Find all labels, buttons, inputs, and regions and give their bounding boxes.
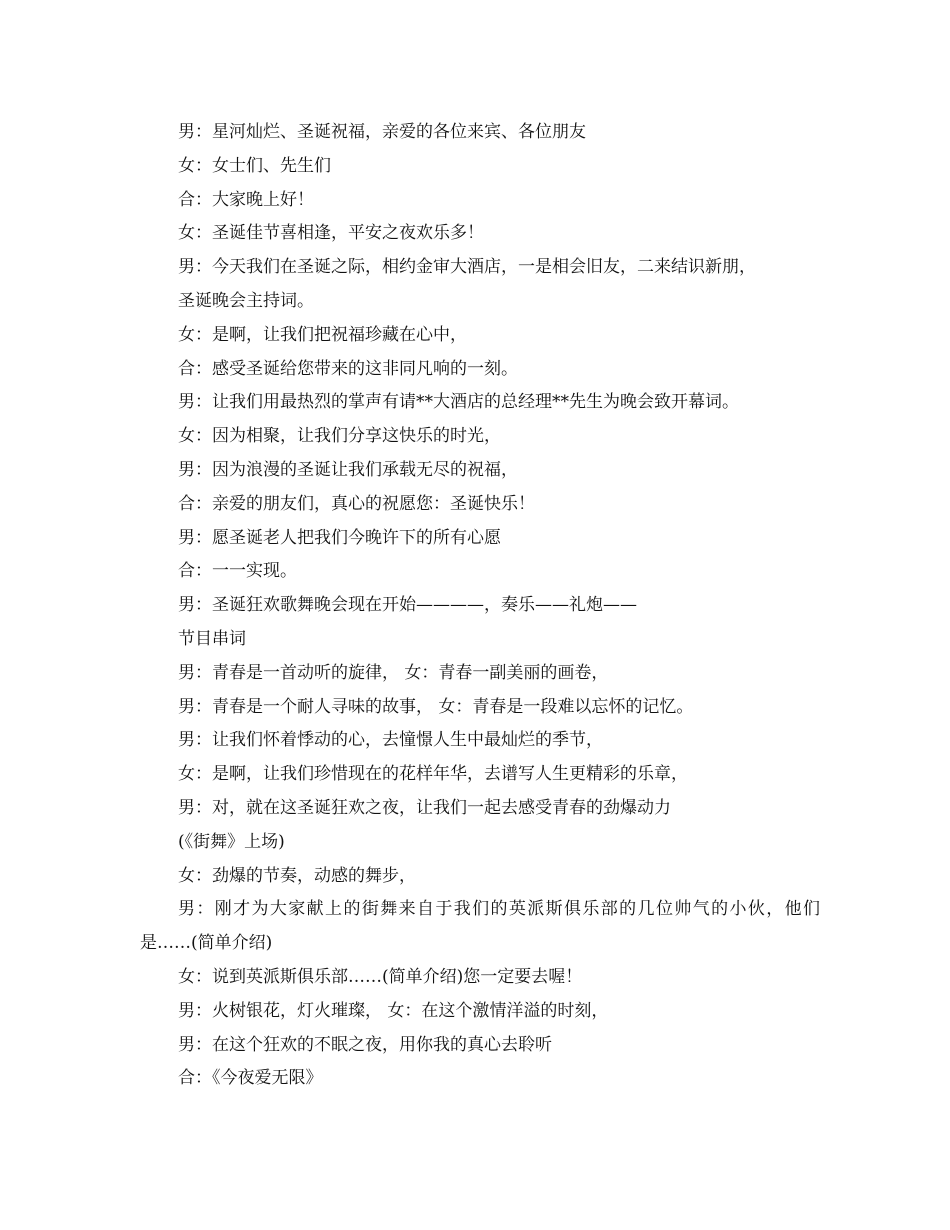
text-line: 男：今天我们在圣诞之际，相约金审大酒店，一是相会旧友，二来结识新朋， — [178, 257, 756, 278]
text-paragraph: 男：刚才为大家献上的街舞来自于我们的英派斯俱乐部的几位帅气的小伙，他们是……(简单介绍) — [140, 899, 820, 954]
text-line: 男：让我们用最热烈的掌声有请**大酒店的总经理**先生为晚会致开幕词。 — [178, 392, 739, 413]
text-line: 男：青春是一个耐人寻味的故事， 女：青春是一段难以忘怀的记忆。 — [178, 696, 694, 717]
text-line: 合：感受圣诞给您带来的这非同凡响的一刻。 — [178, 358, 518, 379]
text-line: 女：说到英派斯俱乐部……(简单介绍)您一定要去喔！ — [178, 966, 583, 987]
text-line: 女：是啊，让我们把祝福珍藏在心中， — [178, 324, 467, 345]
text-line: 女：是啊，让我们珍惜现在的花样年华，去谱写人生更精彩的乐章， — [178, 764, 688, 785]
text-line: 男：在这个狂欢的不眠之夜，用你我的真心去聆听 — [178, 1034, 552, 1055]
text-line: 男：对，就在这圣诞狂欢之夜，让我们一起去感受青春的劲爆动力 — [178, 797, 671, 818]
text-line: 女：劲爆的节奏，动感的舞步， — [178, 865, 416, 886]
script-text — [140, 116, 820, 1096]
text-line: 合：一一实现。 — [178, 561, 297, 582]
text-line: 合：《今夜爱无限》 — [178, 1068, 323, 1089]
text-line: 男：让我们怀着悸动的心，去憧憬人生中最灿烂的季节， — [178, 730, 603, 751]
text-line: 男：因为浪漫的圣诞让我们承载无尽的祝福， — [178, 459, 518, 480]
text-line: 男：火树银花，灯火璀璨， 女：在这个激情洋溢的时刻， — [178, 1000, 609, 1021]
text-line: 合：大家晚上好！ — [178, 189, 314, 210]
text-line: 男：圣诞狂欢歌舞晚会现在开始————，奏乐——礼炮—— — [178, 595, 637, 616]
text-line: 男：愿圣诞老人把我们今晚许下的所有心愿 — [178, 527, 501, 548]
text-line: 女：女士们、先生们 — [178, 155, 331, 176]
text-line: 男：星河灿烂、圣诞祝福，亲爱的各位来宾、各位朋友 — [178, 122, 586, 142]
text-line: 女：圣诞佳节喜相逢，平安之夜欢乐多！ — [178, 223, 484, 244]
text-line: 女：因为相聚，让我们分享这快乐的时光， — [178, 426, 501, 447]
text-line: 圣诞晚会主持词。 — [178, 290, 314, 311]
stage-direction: (《街舞》上场) — [178, 831, 285, 852]
section-heading: 节目串词 — [178, 628, 246, 649]
text-line: 合：亲爱的朋友们，真心的祝愿您：圣诞快乐！ — [178, 493, 535, 514]
text-line: 男：青春是一首动听的旋律， 女：青春一副美丽的画卷， — [178, 662, 609, 683]
